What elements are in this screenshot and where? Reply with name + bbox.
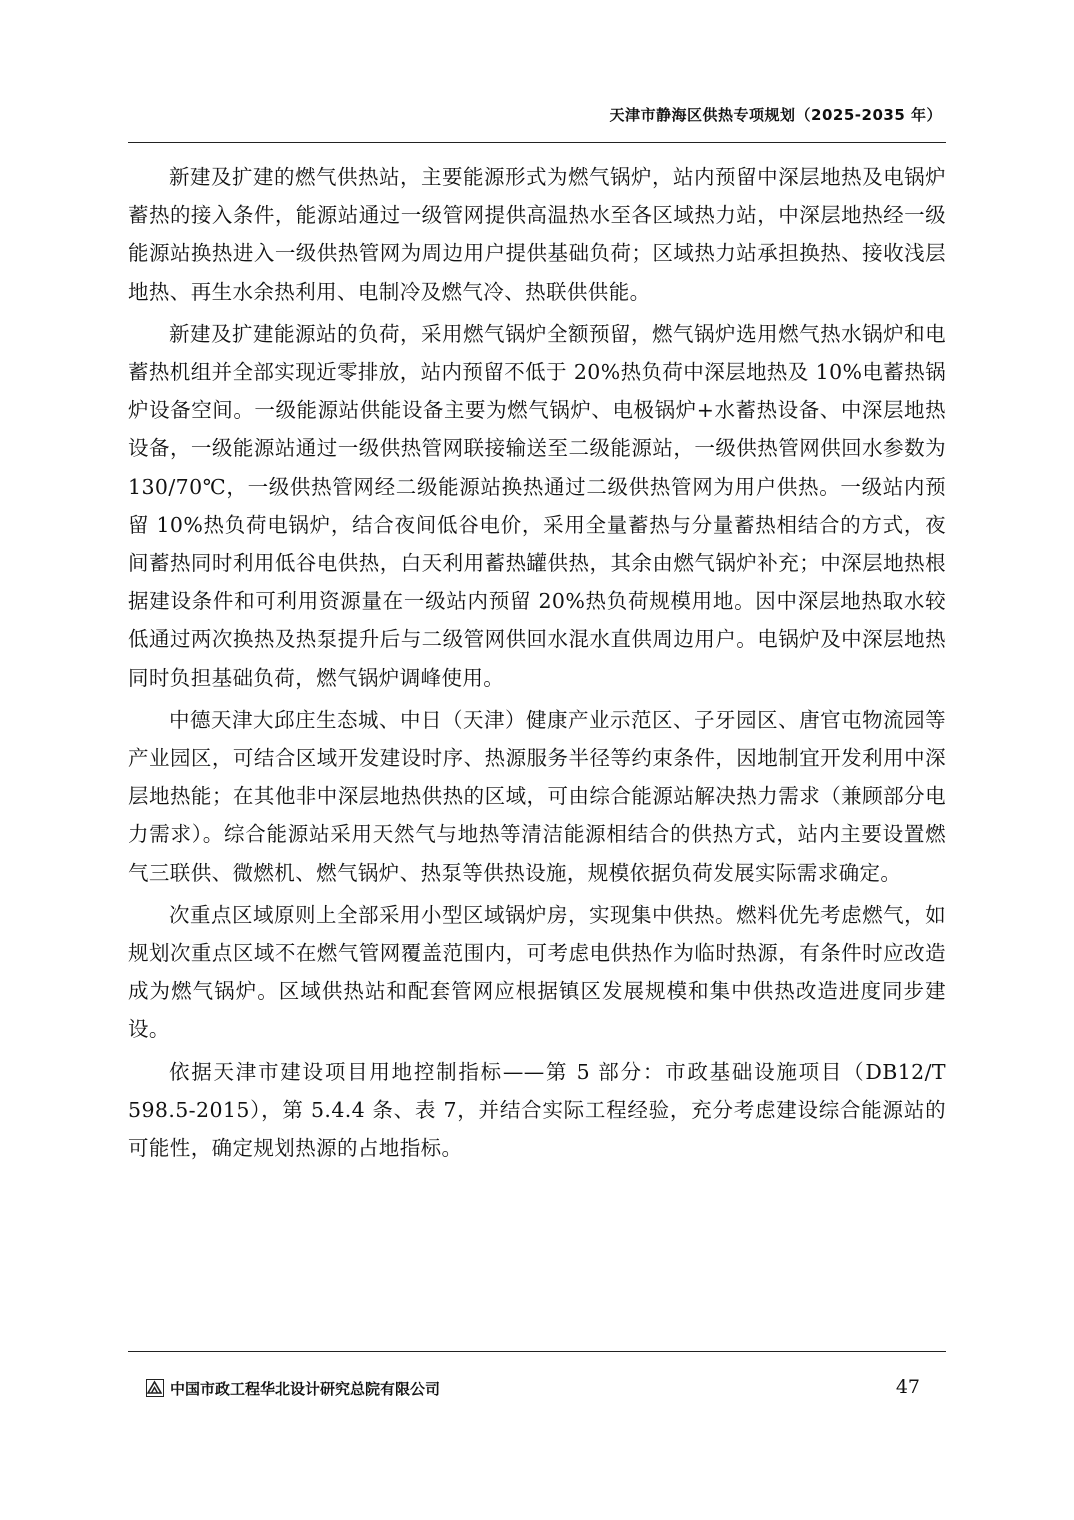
company-name: 中国市政工程华北设计研究总院有限公司 — [170, 1380, 441, 1398]
paragraph: 依据天津市建设项目用地控制指标——第 5 部分：市政基础设施项目（DB12/T 598.5-2015），第 5.4.4 条、表 7，并结合实际工程经验，充分考虑建设综合能源站的可能性，确定规划热源的占地指标。 — [128, 1059, 946, 1161]
page-number: 47 — [895, 1376, 920, 1398]
page-footer — [146, 1376, 946, 1402]
header-divider — [128, 142, 946, 143]
paragraph: 新建及扩建的燃气供热站，主要能源形式为燃气锅炉，站内预留中深层地热及电锅炉蓄热的接入条件，能源站通过一级管网提供高温热水至各区域热力站，中深层地热经一级能源站换热进入一级供热管网为周边用户提供基础负荷；区域热力站承担换热、接收浅层地热、再生水余热利用、电制冷及燃气冷、热联供供能。 — [128, 165, 946, 304]
paragraph: 新建及扩建能源站的负荷，采用燃气锅炉全额预留，燃气锅炉选用燃气热水锅炉和电蓄热机组并全部实现近零排放，站内预留不低于 20%热负荷中深层地热及 10%电蓄热锅炉设备空间。一级能源站供能设备主要为燃气锅炉、电极锅炉+水蓄热设备、中深层地热设备，一级能源站通过一级供热管网联接输送至二级能源站，一级供热管网供回水参数为 130/70℃，一级供热管网经二级能源站换热通过二级供热管网为用户供热。一级站内预留 10%热负荷电锅炉，结合夜间低谷电价，采用全量蓄热与分量蓄热相结合的方式，夜间蓄热同时利用低谷电供热，白天利用蓄热罐供热，其余由燃气锅炉补充；中深层地热根据建设条件和可利用资源量在一级站内预留 20%热负荷规模用地。因中深层地热取水较低通过两次换热及热泵提升后与二级管网供回水混水直供周边用户。电锅炉及中深层地热同时负担基础负荷，燃气锅炉调峰使用。 — [128, 321, 946, 690]
company-logo-icon — [146, 1379, 164, 1397]
paragraph: 次重点区域原则上全部采用小型区域锅炉房，实现集中供热。燃料优先考虑燃气，如规划次重点区域不在燃气管网覆盖范围内，可考虑电供热作为临时热源，有条件时应改造成为燃气锅炉。区域供热站和配套管网应根据镇区发展规模和集中供热改造进度同步建设。 — [128, 902, 946, 1042]
paragraph: 中德天津大邱庄生态城、中日（天津）健康产业示范区、子牙园区、唐官屯物流园等产业园区，可结合区域开发建设时序、热源服务半径等约束条件，因地制宜开发利用中深层地热能；在其他非中深层地热供热的区域，可由综合能源站解决热力需求（兼顾部分电力需求）。综合能源站采用天然气与地热等清洁能源相结合的供热方式，站内主要设置燃气三联供、微燃机、燃气锅炉、热泵等供热设施，规模依据负荷发展实际需求确定。 — [128, 707, 946, 885]
body-text — [128, 158, 946, 1171]
footer-divider — [128, 1351, 946, 1352]
running-header-title: 天津市静海区供热专项规划（2025-2035 年） — [609, 106, 942, 124]
